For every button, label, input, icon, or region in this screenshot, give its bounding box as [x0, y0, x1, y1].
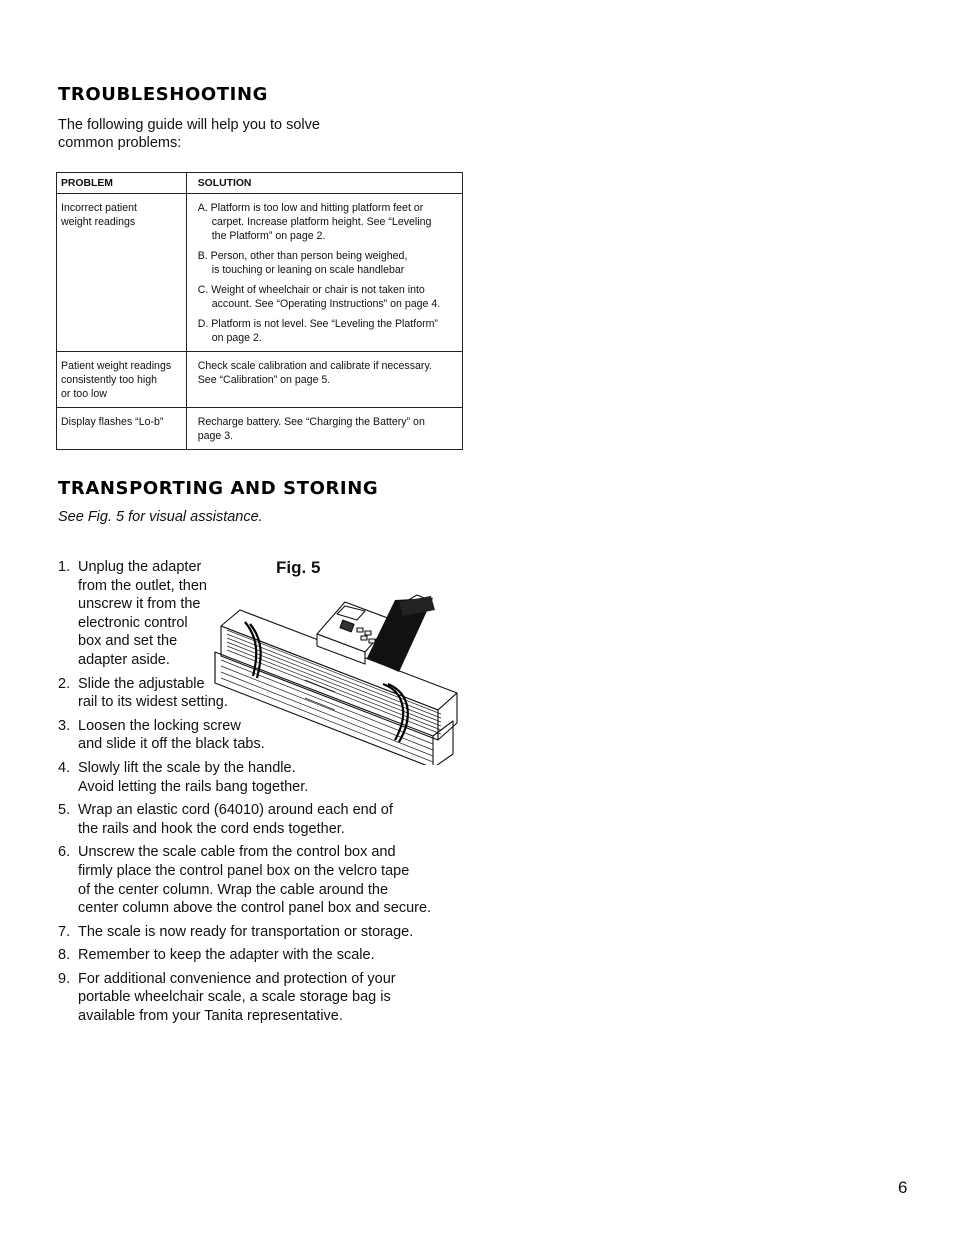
solution-line: See “Calibration” on page 5. — [197, 374, 331, 386]
figure-note: See Fig. 5 for visual assistance. — [58, 509, 263, 525]
solution-cell — [186, 352, 462, 408]
solution-line: B. Person, other than person being weighed, — [197, 250, 408, 262]
step-number: 8. — [58, 947, 71, 964]
step-number: 2. — [58, 675, 71, 692]
step-line: available from your Tanita representative. — [78, 1008, 343, 1025]
problem-line: weight readings — [61, 216, 136, 228]
step-line: and slide it off the black tabs. — [78, 736, 265, 753]
header-solution: SOLUTION — [186, 173, 462, 194]
list-item — [58, 843, 468, 917]
step-number: 3. — [58, 717, 71, 734]
intro-line: The following guide will help you to solve — [58, 117, 320, 133]
solution-line: C. Weight of wheelchair or chair is not taken into — [197, 284, 425, 296]
step-number: 9. — [58, 970, 71, 987]
solution-line: on page 2. — [211, 332, 262, 344]
step-line: adapter aside. — [78, 651, 170, 668]
header-problem: PROBLEM — [57, 173, 187, 194]
problem-cell — [57, 352, 187, 408]
step-number: 7. — [58, 923, 71, 940]
solution-line: account. See “Operating Instructions” on page 4. — [211, 298, 441, 310]
step-line: For additional convenience and protection of your — [78, 970, 396, 987]
step-line: Wrap an elastic cord (64010) around each end of — [78, 802, 393, 819]
list-item — [58, 717, 468, 754]
solution-cell — [186, 408, 462, 450]
solution-line: Check scale calibration and calibrate if necessary. — [197, 360, 432, 372]
problem-line: consistently too high — [61, 374, 157, 386]
solution-line: D. Platform is not level. See “Leveling the Platform” — [197, 318, 438, 330]
step-line: The scale is now ready for transportation or storage. — [78, 923, 414, 940]
step-number: 5. — [58, 802, 71, 819]
step-line: Loosen the locking screw — [78, 717, 241, 734]
solution-line: page 3. — [197, 430, 234, 442]
step-line: unscrew it from the — [78, 596, 201, 613]
step-line: Avoid letting the rails bang together. — [78, 778, 309, 795]
problem-line: Incorrect patient — [61, 202, 137, 214]
list-item — [58, 923, 468, 942]
problem-line: Patient weight readings — [61, 360, 172, 372]
step-line: Slide the adjustable — [78, 675, 205, 692]
step-line: Remember to keep the adapter with the scale. — [78, 947, 375, 964]
troubleshooting-heading: TROUBLESHOOTING — [58, 84, 268, 105]
solution-cell — [186, 194, 462, 352]
step-line: rail to its widest setting. — [78, 694, 228, 711]
list-item — [58, 759, 468, 796]
intro-line: common problems: — [58, 135, 182, 151]
list-item — [58, 675, 468, 712]
step-line: Unplug the adapter — [78, 559, 202, 575]
list-item — [58, 801, 468, 838]
step-line: Slowly lift the scale by the handle. — [78, 759, 296, 776]
problem-cell — [57, 408, 187, 450]
solution-line: A. Platform is too low and hitting platform feet or — [197, 202, 424, 214]
table-row — [57, 408, 463, 450]
table-header-row — [57, 173, 463, 194]
list-item — [58, 946, 468, 965]
solution-line: is touching or leaning on scale handlebar — [211, 264, 405, 276]
table-row — [57, 194, 463, 352]
solution-item-b — [198, 249, 454, 277]
solution-item-c — [198, 283, 454, 311]
list-item — [58, 970, 468, 1026]
troubleshooting-table — [56, 172, 463, 450]
table-row — [57, 352, 463, 408]
step-number: 6. — [58, 844, 71, 861]
step-line: Unscrew the scale cable from the control box and — [78, 844, 396, 861]
page-number: 6 — [898, 1178, 908, 1197]
solution-item-a — [198, 201, 454, 243]
solution-item-d — [198, 317, 454, 345]
problem-cell — [57, 194, 187, 352]
step-number: 4. — [58, 759, 71, 776]
step-line: portable wheelchair scale, a scale storage bag is — [78, 989, 391, 1006]
step-line: box and set the — [78, 633, 178, 650]
list-item — [58, 558, 468, 670]
troubleshooting-intro — [58, 116, 320, 152]
transporting-heading: TRANSPORTING AND STORING — [58, 478, 379, 499]
step-number: 1. — [58, 559, 71, 575]
step-line: center column above the control panel box and secure. — [78, 900, 432, 917]
problem-line: Display flashes “Lo-b” — [61, 416, 164, 428]
transport-steps — [58, 558, 468, 1031]
step-line: the rails and hook the cord ends together. — [78, 820, 345, 837]
step-line: of the center column. Wrap the cable around the — [78, 881, 389, 898]
problem-line: or too low — [61, 388, 107, 400]
step-line: electronic control — [78, 614, 188, 631]
solution-line: Recharge battery. See “Charging the Battery” on — [197, 416, 425, 428]
step-line: firmly place the control panel box on the velcro tape — [78, 862, 410, 879]
solution-line: the Platform” on page 2. — [211, 230, 326, 242]
solution-line: carpet. Increase platform height. See “Leveling — [211, 216, 432, 228]
step-line: from the outlet, then — [78, 577, 207, 594]
figure-title: Fig. 5 — [276, 558, 321, 577]
